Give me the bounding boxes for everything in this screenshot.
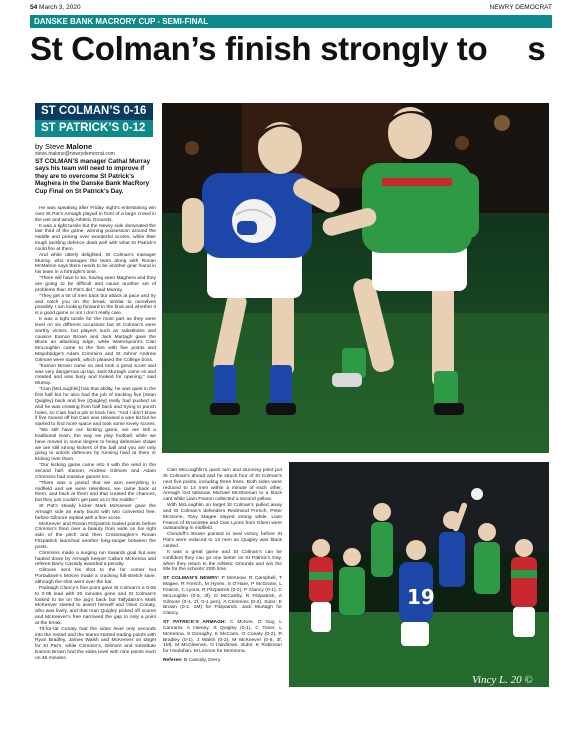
paragraph: “There will have to be, having seen Maghera and they are going to be difficult and cause another set of problems than St Pat’s did,” said Murray.: [35, 276, 156, 293]
publication-name: NEWRY DEMOCRAT: [489, 4, 552, 11]
referee-line: [163, 658, 282, 664]
headline-continuation: s: [527, 30, 546, 67]
paragraph: With McLoughlin on target St Colman’s pulled away and St Colman’s defenders Redmond French, Peter McGinne, Tony Magee stayed strong while, Liam Fearon of Drumintee and Cian Lyons from Glenn were outstanding in midfield.: [163, 503, 282, 532]
author-email[interactable]: steve.malone@newrydemocrat.com: [35, 151, 115, 157]
article-column-1: [35, 206, 156, 662]
paragraph: It was a tight tussle for the most part as they were level on six different occasions but St Colman’s were worthy victors, but players such as substitutes and cousins Eamon Brown and Jack Murtagh gave the Blues an attacking edge, while Warrenpoint’s Cian McLoughlin came to the fore with five points and Mayobridge’s Adam Crimmins and St Johns’ Andrew Gilmore were superb, which pleased the College boss.: [35, 317, 156, 363]
paragraph: McKeever and Ronan Fitzpatrick traded points before Crimmin’s fired over a beauty from wide on his right side of the pitch and then Crossmaglen’s Ronan Fitzpatrick launched another long-ranger between the posts.: [35, 521, 156, 550]
byline-prefix: by Steve: [35, 142, 65, 151]
paragraph: Gilmore sent his shot to the far corner but Portadown’s McKee made a cracking full-stretch save, although the shot went over the bar.: [35, 568, 156, 585]
secondary-action-photo: [289, 462, 549, 687]
paragraph: “Cian [McLoughlin] has that ability, he was quiet in the first half but he also had the job of tracking five [Sean Quigley] back and five [Quigley] really had pushed us and he was creating from half back and trying to punch holes, so Cian had a job to track him. “And I don’t know if five moved off but Cian was released a wee bit but he started to find more space and took some lovely scores.: [35, 387, 156, 428]
issue-date: March 3, 2020: [39, 4, 81, 11]
team-list-away: [163, 620, 282, 655]
referee-name: B Cassidy, Derry.: [183, 658, 222, 664]
photo-credit: Vincy L. 20 ©: [472, 674, 533, 686]
paragraph: St Pat’s steady kicker Mark McKeever gave the Armagh side an early boost with two converted free, before Gilmore replied with a fine score.: [35, 504, 156, 521]
headline-text: St Colman’s finish strongly to: [30, 30, 488, 67]
paragraph: “There was a period that we won everything in midfield and we were relentless, we came back at them, and back at them and that created the chances, but they just couldn’t get past us in the middle.”: [35, 480, 156, 504]
score-home: ST COLMAN’S 0-16: [35, 103, 153, 120]
paragraph: He was speaking after Friday night’s entertaining win over St Pat’s Armagh played in front of a large crowd in the wet and windy Athletic Grounds.: [35, 206, 156, 223]
section-banner: DANSKE BANK MACRORY CUP - SEMI-FINAL: [30, 15, 552, 28]
team-text-away: C McKee, O Guy, L Camarra, A Hamey, S Quigley (0-1), C Toner, L McKenna, S Donaghy, K McCann, O Conaty (0-2), R Bradley (0-1), J Walsh (0-2), M McKeever (0-6, 3f, 1M), M McGleenan, O Hardiman. Subs: K Robinson for Houlahan, M Lennon for McKenna.: [163, 620, 282, 655]
article-column-2: [163, 468, 282, 664]
paragraph: Tit-for-tat Conaty had the sides level only seconds into the restart and the teams started trading points with Ryan Bradley, James Walsh and McKeever on target for St Pat’s, while Crimmin’s, Gilmore and substitute Eamon Brown had the sides level with nine points each on 46 minutes.: [35, 626, 156, 661]
article-intro: ST COLMAN’S manager Cathal Murray says his team will need to improve if they are to overcome St Patrick’s Maghera in the Danske Bank MacRory Cup Final on St Patrick’s Day.: [35, 158, 151, 195]
referee-label: Referee:: [163, 658, 183, 664]
team-text-home: P McKeow, R Campbell, T Magee, R French, M Hynes, S O’Hare, P McGrane, L Fearon, C Lyons, R Fitzpatrick (0-2), P Clancy (0-1), C McLoughlin (0-5, 3f), D McCarthy, R Fitzpatrick, A Gilmore (0-4, 2f, 0-1 pen), A Crimmins (0-2). Subs: E Brown (0-2, 1M) for Fitzpatrick, Jack Murtagh for Clancy.: [163, 576, 283, 617]
paragraph: Clonduff’s Brown pointed to seal victory before St Pat’s were reduced to 13 men as Quigley was black carded.: [163, 532, 282, 549]
team-label-home: ST COLMAN’S NEWRY:: [163, 576, 220, 582]
page-folio: [30, 4, 552, 14]
photo-illustration: [162, 103, 549, 453]
main-action-photo: [162, 103, 549, 453]
paragraph: It was a great game and St Colman’s can be confident they can go one better on St Patrick’s Day, when they return to the Athletic Grounds and win the title for the schools’ 20th time.: [163, 549, 282, 573]
paragraph: Crimmins made a surging run towards goal but was hauled down by Armagh keeper Callum McKenna and referee Barry Cassidy awarded a penalty.: [35, 550, 156, 568]
paragraph: And while utterly delighted, St Colman’s manager Murray, who manages the team along with Ronan McMahon says there needs to be another gear found in his team in a fortnight’s time.: [35, 252, 156, 276]
paragraph: Cian McLoughlin’s quick turn and stunning point put St Colman’s ahead and he struck four of St Colman’s next five points, including three frees. Both sides were reduced to 14 men within a minute of each other, Armagh lost talisman Michael McGleenan to a black card while Liam Fearon collected a second yellow.: [163, 468, 282, 503]
svg-text:19: 19: [407, 585, 435, 609]
score-away: ST PATRICK’S 0-12: [35, 120, 153, 137]
paragraph: “Eamon Brown came on and took a great score and was very dangerous up top, Jack Murtagh came on and created and was busy and looked for opening,” said Murray.: [35, 363, 156, 387]
paragraph: Padraigh Clancy’s fine point gave St Colman’s a 0-06 to 0-05 lead with 20 minutes gone and St Colman’s looked to be on the pig’s back but Tallydarra’s Mark McKeever started to assert himself and Oisin Conaty, who was lively, and that man Quigley picked off scores and McKeever’s free narrowed the gap to only a point at the break.: [35, 585, 156, 626]
page-number: 54: [30, 4, 38, 11]
byline-name: Malone: [66, 142, 93, 151]
paragraph: “They get a lot of men back but attack at pace and try and catch you on the break, similar to ourselves possibly. I am looking forward to the final and whether it is a good game or not I don’t really care.: [35, 293, 156, 317]
team-label-away: ST PATRICK’S ARMAGH:: [163, 620, 227, 626]
photo-illustration: [289, 462, 549, 687]
paragraph: It was a tight tussle but the Newry side dominated the last third of the game, winning possession around the middle and picking over wonderful scores, while their tough tackling defence dealt well with what St Patrick’s could fire at them.: [35, 223, 156, 252]
byline: [35, 142, 92, 151]
headline: [30, 26, 580, 72]
paragraph: “We still have our kicking game, we are still a traditional team, the way we play football, while we have moved in some degree to being defensive shape we are still strong kickers of the ball and you are only going to unlock defences by running hard at them or kicking over them.: [35, 428, 156, 463]
paragraph: “Our kicking game came into it with the wind in the second half. Eamon, Andrew Gilmore and Adam Crimmins had massive games too.: [35, 463, 156, 480]
team-list-home: [163, 576, 282, 617]
